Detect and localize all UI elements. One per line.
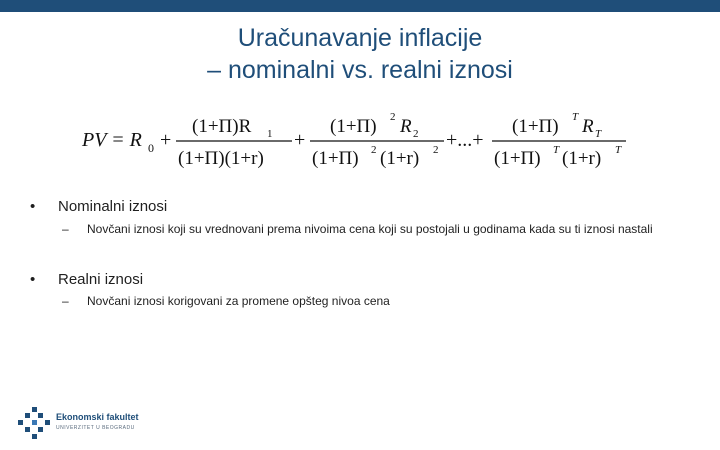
formula-lhs-sub: 0 [148,141,154,155]
term2-numerator-sub: 2 [413,128,419,140]
sub-dash: – [62,222,69,236]
logo-subtitle: UNIVERZITET U BEOGRADU [56,425,135,431]
term1-numerator-sub: 1 [267,128,273,140]
sub-text-nominal: Novčani iznosi koji su vrednovani prema nivoima cena koji su postojali u godinama kada su ti iznosi nastali [87,222,653,236]
term3-denominator-sup-1: T [553,144,560,156]
bullet-dot: • [30,198,36,215]
logo-mark-icon [16,405,52,441]
term3-numerator-sub: T [595,128,602,140]
term2-denominator-b: (1+r) [380,148,420,169]
term2-numerator-r: R [400,116,412,137]
term3-numerator-r: R [582,116,594,137]
term2-numerator-sup: 2 [390,111,396,123]
logo-name: Ekonomski fakultet [56,412,139,422]
bullet-dot: • [30,271,36,288]
term3-numerator: (1+Π) [512,116,559,137]
present-value-formula [80,108,640,172]
term2-denominator-a: (1+Π) [312,148,359,169]
term1-denominator: (1+Π)(1+r) [178,148,264,169]
slide-title-line-2: – nominalni vs. realni iznosi [207,56,513,84]
bullet-text-real: Realni iznosi [58,271,144,288]
formula-lhs: PV = R [82,129,142,151]
formula-plus-2: + [294,129,306,151]
term2-numerator: (1+Π) [330,116,377,137]
faculty-logo [16,405,176,441]
term2-denominator-sup-1: 2 [371,144,377,156]
term3-denominator-sup-2: T [615,144,622,156]
sub-dash: – [62,294,69,308]
bullet-text-nominal: Nominalni iznosi [58,198,168,215]
term3-denominator-b: (1+r) [562,148,602,169]
term3-denominator-a: (1+Π) [494,148,541,169]
slide-title [0,22,720,86]
term1-numerator: (1+Π)R [192,116,252,137]
formula-ellipsis: +...+ [446,129,484,151]
term2-denominator-sup-2: 2 [433,144,439,156]
top-accent-bar [0,0,720,12]
term3-numerator-sup: T [572,111,579,123]
sub-text-real: Novčani iznosi korigovani za promene opšteg nivoa cena [87,294,390,308]
formula-plus-1: + [160,129,172,151]
slide-title-line-1: Uračunavanje inflacije [237,24,483,52]
